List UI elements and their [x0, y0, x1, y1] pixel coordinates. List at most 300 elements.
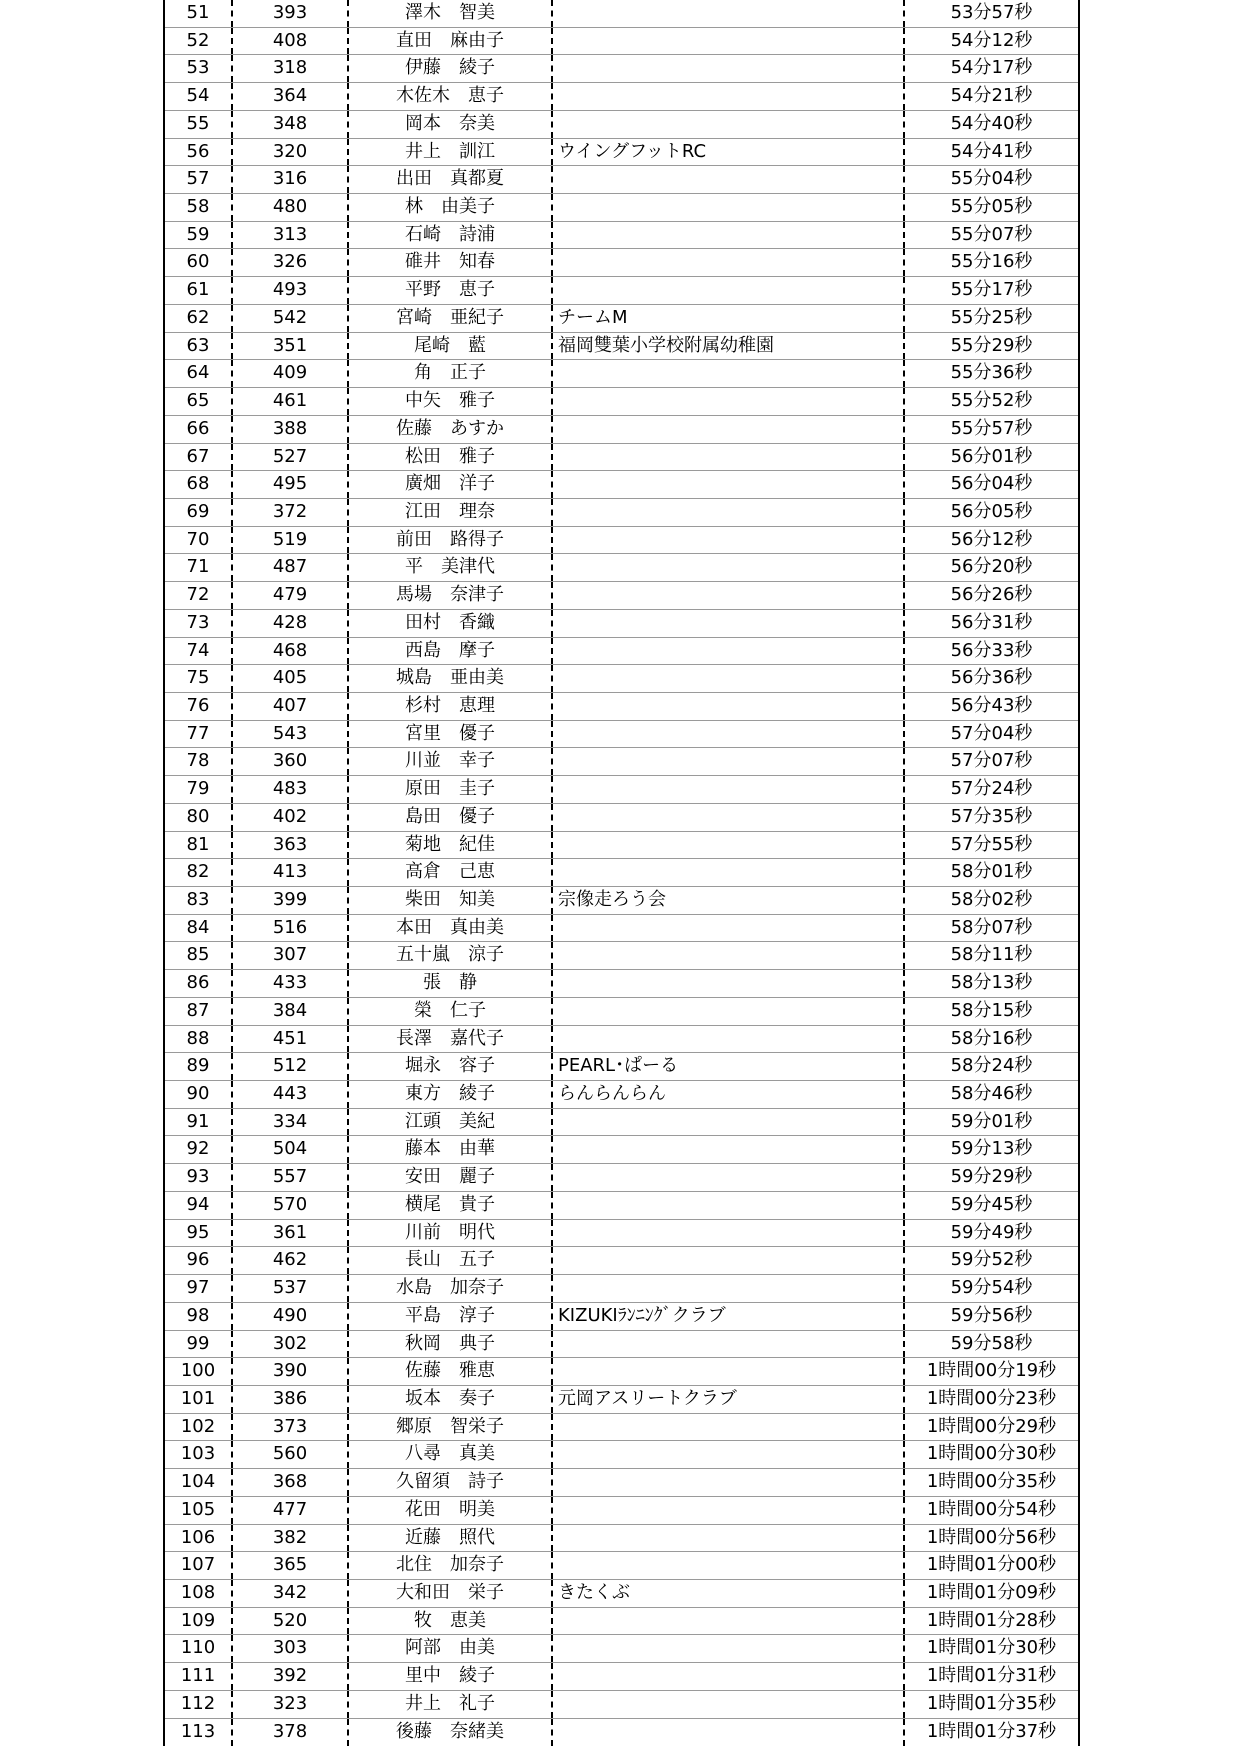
finish-time-cell: 57分24秒: [950, 778, 1033, 800]
team-name-cell: [553, 1164, 905, 1191]
rank-cell: 105: [165, 1497, 233, 1524]
bib-number-cell: 361: [233, 1220, 349, 1247]
rank-cell: 104: [165, 1469, 233, 1496]
team-name-cell: [553, 1635, 905, 1662]
finish-time-cell: 1時間01分37秒: [926, 1720, 1057, 1742]
bib-number-cell: 320: [233, 139, 349, 166]
team-name-cell: [553, 1275, 905, 1302]
table-row: [165, 1497, 1078, 1525]
runner-name-cell: 井上 礼子: [349, 1691, 553, 1718]
table-row: [165, 1580, 1078, 1608]
table-row: [165, 748, 1078, 776]
table-row: [165, 471, 1078, 499]
rank-cell: 59: [165, 222, 233, 249]
rank-cell: 113: [165, 1719, 233, 1747]
runner-name-cell: 林 由美子: [349, 194, 553, 221]
bib-number-cell: 378: [233, 1719, 349, 1747]
rank-cell: 93: [165, 1164, 233, 1191]
rank-cell: 102: [165, 1414, 233, 1441]
table-row: [165, 970, 1078, 998]
runner-name-cell: 五十嵐 涼子: [349, 942, 553, 969]
rank-cell: 77: [165, 721, 233, 748]
finish-time-cell: 55分36秒: [950, 362, 1033, 384]
team-name-cell: 宗像走ろう会: [553, 887, 905, 914]
runner-name-cell: 城島 亜由美: [349, 665, 553, 692]
runner-name-cell: 井上 訓江: [349, 139, 553, 166]
finish-time-cell: 54分41秒: [950, 140, 1033, 162]
runner-name-cell: 直田 麻由子: [349, 28, 553, 55]
table-row: [165, 360, 1078, 388]
table-row: [165, 1247, 1078, 1275]
table-row: [165, 832, 1078, 860]
rank-cell: 58: [165, 194, 233, 221]
bib-number-cell: 433: [233, 970, 349, 997]
rank-cell: 78: [165, 748, 233, 775]
team-name-cell: [553, 859, 905, 886]
rank-cell: 53: [165, 55, 233, 82]
finish-time-cell: 1時間01分31秒: [926, 1665, 1057, 1687]
finish-time-cell: 58分02秒: [950, 889, 1033, 910]
finish-time-cell: 59分01秒: [950, 1110, 1033, 1132]
team-name-cell: [553, 1026, 905, 1053]
rank-cell: 101: [165, 1386, 233, 1413]
bib-number-cell: 307: [233, 942, 349, 969]
rank-cell: 95: [165, 1220, 233, 1247]
finish-time-cell: 58分16秒: [950, 1027, 1033, 1049]
table-row: [165, 333, 1078, 361]
runner-name-cell: 松田 雅子: [349, 444, 553, 471]
bib-number-cell: 537: [233, 1275, 349, 1302]
team-name-cell: [553, 277, 905, 304]
rank-cell: 111: [165, 1663, 233, 1690]
team-name-cell: [553, 28, 905, 55]
runner-name-cell: 澤木 智美: [349, 0, 553, 27]
bib-number-cell: 388: [233, 416, 349, 443]
runner-name-cell: 島田 優子: [349, 804, 553, 831]
team-name-cell: [553, 222, 905, 249]
runner-name-cell: 西島 摩子: [349, 638, 553, 665]
table-row: [165, 1691, 1078, 1719]
rank-cell: 57: [165, 166, 233, 193]
team-name-cell: [553, 527, 905, 554]
bib-number-cell: 390: [233, 1358, 349, 1385]
team-name-cell: [553, 1663, 905, 1690]
rank-cell: 74: [165, 638, 233, 665]
finish-time-cell: 56分26秒: [950, 584, 1033, 606]
finish-time-cell: 56分05秒: [950, 500, 1033, 522]
runner-name-cell: 八尋 真美: [349, 1441, 553, 1468]
runner-name-cell: 長澤 嘉代子: [349, 1026, 553, 1053]
runner-name-cell: 榮 仁子: [349, 998, 553, 1025]
bib-number-cell: 365: [233, 1552, 349, 1579]
rank-cell: 70: [165, 527, 233, 554]
team-name-cell: [553, 360, 905, 387]
rank-cell: 65: [165, 388, 233, 415]
runner-name-cell: 平島 淳子: [349, 1303, 553, 1330]
team-name-cell: [553, 1136, 905, 1163]
runner-name-cell: 久留須 詩子: [349, 1469, 553, 1496]
rank-cell: 51: [165, 0, 233, 27]
finish-time-cell: 53分57秒: [950, 2, 1033, 23]
rank-cell: 97: [165, 1275, 233, 1302]
bib-number-cell: 570: [233, 1192, 349, 1219]
team-name-cell: [553, 1247, 905, 1274]
bib-number-cell: 364: [233, 83, 349, 110]
bib-number-cell: 504: [233, 1136, 349, 1163]
team-name-cell: [553, 1192, 905, 1219]
table-row: [165, 915, 1078, 943]
runner-name-cell: 高倉 己恵: [349, 859, 553, 886]
team-name-cell: ウイングフットRC: [553, 139, 905, 166]
rank-cell: 80: [165, 804, 233, 831]
rank-cell: 89: [165, 1053, 233, 1080]
finish-time-cell: 58分11秒: [950, 944, 1033, 966]
table-row: [165, 721, 1078, 749]
table-row: [165, 1635, 1078, 1663]
runner-name-cell: 江頭 美紀: [349, 1109, 553, 1136]
bib-number-cell: 402: [233, 804, 349, 831]
rank-cell: 112: [165, 1691, 233, 1718]
team-name-cell: [553, 1469, 905, 1496]
team-name-cell: [553, 776, 905, 803]
finish-time-cell: 1時間01分35秒: [926, 1692, 1057, 1714]
team-name-cell: [553, 1109, 905, 1136]
bib-number-cell: 405: [233, 665, 349, 692]
runner-name-cell: 菊地 紀佳: [349, 832, 553, 859]
finish-time-cell: 58分13秒: [950, 972, 1033, 994]
table-row: [165, 1331, 1078, 1359]
team-name-cell: [553, 804, 905, 831]
runner-name-cell: 張 静: [349, 970, 553, 997]
table-row: [165, 582, 1078, 610]
rank-cell: 109: [165, 1608, 233, 1635]
table-row: [165, 83, 1078, 111]
runner-name-cell: 石崎 詩浦: [349, 222, 553, 249]
bib-number-cell: 368: [233, 1469, 349, 1496]
bib-number-cell: 326: [233, 249, 349, 276]
finish-time-cell: 1時間00分56秒: [926, 1526, 1057, 1548]
team-name-cell: [553, 554, 905, 581]
rank-cell: 81: [165, 832, 233, 859]
bib-number-cell: 543: [233, 721, 349, 748]
table-row: [165, 444, 1078, 472]
team-name-cell: [553, 1691, 905, 1718]
table-row: [165, 0, 1078, 28]
team-name-cell: [553, 1331, 905, 1358]
runner-name-cell: 角 正子: [349, 360, 553, 387]
team-name-cell: らんらんらん: [553, 1081, 905, 1108]
team-name-cell: [553, 942, 905, 969]
finish-time-cell: 59分54秒: [950, 1277, 1033, 1299]
table-row: [165, 804, 1078, 832]
rank-cell: 56: [165, 139, 233, 166]
runner-name-cell: 馬場 奈津子: [349, 582, 553, 609]
bib-number-cell: 520: [233, 1608, 349, 1635]
finish-time-cell: 55分04秒: [950, 168, 1033, 190]
team-name-cell: [553, 665, 905, 692]
runner-name-cell: 近藤 照代: [349, 1525, 553, 1552]
team-name-cell: [553, 471, 905, 498]
bib-number-cell: 392: [233, 1663, 349, 1690]
runner-name-cell: 出田 真都夏: [349, 166, 553, 193]
team-name-cell: [553, 1719, 905, 1747]
rank-cell: 99: [165, 1331, 233, 1358]
table-row: [165, 305, 1078, 333]
finish-time-cell: 55分25秒: [950, 306, 1033, 328]
bib-number-cell: 373: [233, 1414, 349, 1441]
rank-cell: 108: [165, 1580, 233, 1607]
team-name-cell: [553, 721, 905, 748]
table-row: [165, 942, 1078, 970]
rank-cell: 84: [165, 915, 233, 942]
table-row: [165, 111, 1078, 139]
runner-name-cell: 花田 明美: [349, 1497, 553, 1524]
table-row: [165, 1220, 1078, 1248]
runner-name-cell: 安田 麗子: [349, 1164, 553, 1191]
runner-name-cell: 宮里 優子: [349, 721, 553, 748]
finish-time-cell: 1時間01分28秒: [926, 1609, 1057, 1631]
team-name-cell: [553, 610, 905, 637]
runner-name-cell: 平野 恵子: [349, 277, 553, 304]
finish-time-cell: 1時間00分19秒: [926, 1360, 1057, 1382]
team-name-cell: [553, 166, 905, 193]
finish-time-cell: 56分20秒: [950, 556, 1033, 578]
table-row: [165, 887, 1078, 915]
team-name-cell: KIZUKIﾗﾝﾆﾝｸﾞクラブ: [553, 1303, 905, 1330]
runner-name-cell: 里中 綾子: [349, 1663, 553, 1690]
team-name-cell: [553, 1608, 905, 1635]
team-name-cell: [553, 1525, 905, 1552]
table-row: [165, 1164, 1078, 1192]
rank-cell: 87: [165, 998, 233, 1025]
team-name-cell: [553, 915, 905, 942]
runner-name-cell: 碓井 知春: [349, 249, 553, 276]
finish-time-cell: 57分35秒: [950, 805, 1033, 827]
bib-number-cell: 384: [233, 998, 349, 1025]
bib-number-cell: 512: [233, 1053, 349, 1080]
runner-name-cell: 原田 圭子: [349, 776, 553, 803]
runner-name-cell: 堀永 容子: [349, 1053, 553, 1080]
rank-cell: 69: [165, 499, 233, 526]
bib-number-cell: 386: [233, 1386, 349, 1413]
team-name-cell: きたくぶ: [553, 1580, 905, 1607]
bib-number-cell: 318: [233, 55, 349, 82]
table-row: [165, 139, 1078, 167]
runner-name-cell: 岡本 奈美: [349, 111, 553, 138]
runner-name-cell: 佐藤 雅恵: [349, 1358, 553, 1385]
finish-time-cell: 59分56秒: [950, 1304, 1033, 1326]
bib-number-cell: 443: [233, 1081, 349, 1108]
rank-cell: 55: [165, 111, 233, 138]
bib-number-cell: 316: [233, 166, 349, 193]
bib-number-cell: 495: [233, 471, 349, 498]
runner-name-cell: 中矢 雅子: [349, 388, 553, 415]
runner-name-cell: 長山 五子: [349, 1247, 553, 1274]
bib-number-cell: 348: [233, 111, 349, 138]
runner-name-cell: 川前 明代: [349, 1220, 553, 1247]
bib-number-cell: 302: [233, 1331, 349, 1358]
bib-number-cell: 342: [233, 1580, 349, 1607]
runner-name-cell: 本田 真由美: [349, 915, 553, 942]
team-name-cell: [553, 748, 905, 775]
bib-number-cell: 363: [233, 832, 349, 859]
runner-name-cell: 後藤 奈緒美: [349, 1719, 553, 1747]
finish-time-cell: 1時間00分54秒: [926, 1498, 1057, 1520]
finish-time-cell: 58分46秒: [950, 1083, 1033, 1105]
table-row: [165, 1525, 1078, 1553]
rank-cell: 107: [165, 1552, 233, 1579]
rank-cell: 94: [165, 1192, 233, 1219]
rank-cell: 110: [165, 1635, 233, 1662]
rank-cell: 96: [165, 1247, 233, 1274]
runner-name-cell: 木佐木 恵子: [349, 83, 553, 110]
bib-number-cell: 351: [233, 333, 349, 360]
team-name-cell: [553, 1441, 905, 1468]
rank-cell: 54: [165, 83, 233, 110]
rank-cell: 90: [165, 1081, 233, 1108]
runner-name-cell: 大和田 栄子: [349, 1580, 553, 1607]
bib-number-cell: 487: [233, 554, 349, 581]
table-row: [165, 693, 1078, 721]
rank-cell: 91: [165, 1109, 233, 1136]
finish-time-cell: 59分49秒: [950, 1221, 1033, 1243]
rank-cell: 106: [165, 1525, 233, 1552]
team-name-cell: [553, 1358, 905, 1385]
table-row: [165, 1026, 1078, 1054]
finish-time-cell: 55分57秒: [950, 417, 1033, 439]
runner-name-cell: 平 美津代: [349, 554, 553, 581]
rank-cell: 92: [165, 1136, 233, 1163]
bib-number-cell: 382: [233, 1525, 349, 1552]
finish-time-cell: 58分24秒: [950, 1055, 1033, 1077]
bib-number-cell: 461: [233, 388, 349, 415]
runner-name-cell: 牧 恵美: [349, 1608, 553, 1635]
finish-time-cell: 56分31秒: [950, 611, 1033, 633]
table-row: [165, 1358, 1078, 1386]
bib-number-cell: 451: [233, 1026, 349, 1053]
table-row: [165, 776, 1078, 804]
runner-name-cell: 佐藤 あすか: [349, 416, 553, 443]
rank-cell: 60: [165, 249, 233, 276]
rank-cell: 85: [165, 942, 233, 969]
table-row: [165, 55, 1078, 83]
runner-name-cell: 江田 理奈: [349, 499, 553, 526]
team-name-cell: PEARL･ぱーる: [553, 1053, 905, 1080]
team-name-cell: 福岡雙葉小学校附属幼稚園: [553, 333, 905, 360]
rank-cell: 75: [165, 665, 233, 692]
bib-number-cell: 483: [233, 776, 349, 803]
table-row: [165, 1386, 1078, 1414]
table-row: [165, 1608, 1078, 1636]
rank-cell: 103: [165, 1441, 233, 1468]
runner-name-cell: 秋岡 典子: [349, 1331, 553, 1358]
table-row: [165, 1109, 1078, 1137]
team-name-cell: [553, 388, 905, 415]
team-name-cell: [553, 83, 905, 110]
runner-name-cell: 宮崎 亜紀子: [349, 305, 553, 332]
finish-time-cell: 1時間00分23秒: [926, 1387, 1057, 1409]
table-row: [165, 859, 1078, 887]
bib-number-cell: 542: [233, 305, 349, 332]
finish-time-cell: 58分15秒: [950, 999, 1033, 1021]
bib-number-cell: 409: [233, 360, 349, 387]
table-row: [165, 1303, 1078, 1331]
table-row: [165, 527, 1078, 555]
runner-name-cell: 前田 路得子: [349, 527, 553, 554]
finish-time-cell: 55分16秒: [950, 251, 1033, 273]
runner-name-cell: 横尾 貴子: [349, 1192, 553, 1219]
runner-name-cell: 水島 加奈子: [349, 1275, 553, 1302]
finish-time-cell: 59分13秒: [950, 1138, 1033, 1160]
runner-name-cell: 杉村 恵理: [349, 693, 553, 720]
finish-time-cell: 57分04秒: [950, 722, 1033, 744]
bib-number-cell: 428: [233, 610, 349, 637]
table-row: [165, 638, 1078, 666]
runner-name-cell: 廣畑 洋子: [349, 471, 553, 498]
finish-time-cell: 56分12秒: [950, 528, 1033, 550]
team-name-cell: [553, 832, 905, 859]
table-row: [165, 194, 1078, 222]
rank-cell: 61: [165, 277, 233, 304]
rank-cell: 76: [165, 693, 233, 720]
finish-time-cell: 1時間01分09秒: [926, 1581, 1057, 1603]
finish-time-cell: 57分07秒: [950, 750, 1033, 772]
table-row: [165, 1719, 1078, 1747]
team-name-cell: [553, 111, 905, 138]
finish-time-cell: 1時間00分35秒: [926, 1471, 1057, 1493]
table-row: [165, 998, 1078, 1026]
runner-name-cell: 藤本 由華: [349, 1136, 553, 1163]
bib-number-cell: 490: [233, 1303, 349, 1330]
table-row: [165, 665, 1078, 693]
bib-number-cell: 360: [233, 748, 349, 775]
table-row: [165, 610, 1078, 638]
table-row: [165, 28, 1078, 56]
bib-number-cell: 334: [233, 1109, 349, 1136]
bib-number-cell: 323: [233, 1691, 349, 1718]
rank-cell: 62: [165, 305, 233, 332]
rank-cell: 64: [165, 360, 233, 387]
finish-time-cell: 55分17秒: [950, 279, 1033, 301]
finish-time-cell: 55分05秒: [950, 196, 1033, 218]
bib-number-cell: 479: [233, 582, 349, 609]
finish-time-cell: 56分43秒: [950, 694, 1033, 716]
table-row: [165, 1469, 1078, 1497]
finish-time-cell: 1時間00分29秒: [926, 1415, 1057, 1437]
bib-number-cell: 519: [233, 527, 349, 554]
finish-time-cell: 55分29秒: [950, 334, 1033, 356]
bib-number-cell: 462: [233, 1247, 349, 1274]
team-name-cell: [553, 416, 905, 443]
finish-time-cell: 1時間01分30秒: [926, 1637, 1057, 1659]
runner-name-cell: 北住 加奈子: [349, 1552, 553, 1579]
bib-number-cell: 516: [233, 915, 349, 942]
rank-cell: 98: [165, 1303, 233, 1330]
team-name-cell: [553, 638, 905, 665]
finish-time-cell: 1時間00分30秒: [926, 1443, 1057, 1465]
runner-name-cell: 柴田 知美: [349, 887, 553, 914]
table-row: [165, 1053, 1078, 1081]
team-name-cell: [553, 693, 905, 720]
team-name-cell: [553, 499, 905, 526]
table-row: [165, 1192, 1078, 1220]
table-row: [165, 1552, 1078, 1580]
rank-cell: 67: [165, 444, 233, 471]
bib-number-cell: 399: [233, 887, 349, 914]
table-row: [165, 388, 1078, 416]
rank-cell: 86: [165, 970, 233, 997]
bib-number-cell: 413: [233, 859, 349, 886]
